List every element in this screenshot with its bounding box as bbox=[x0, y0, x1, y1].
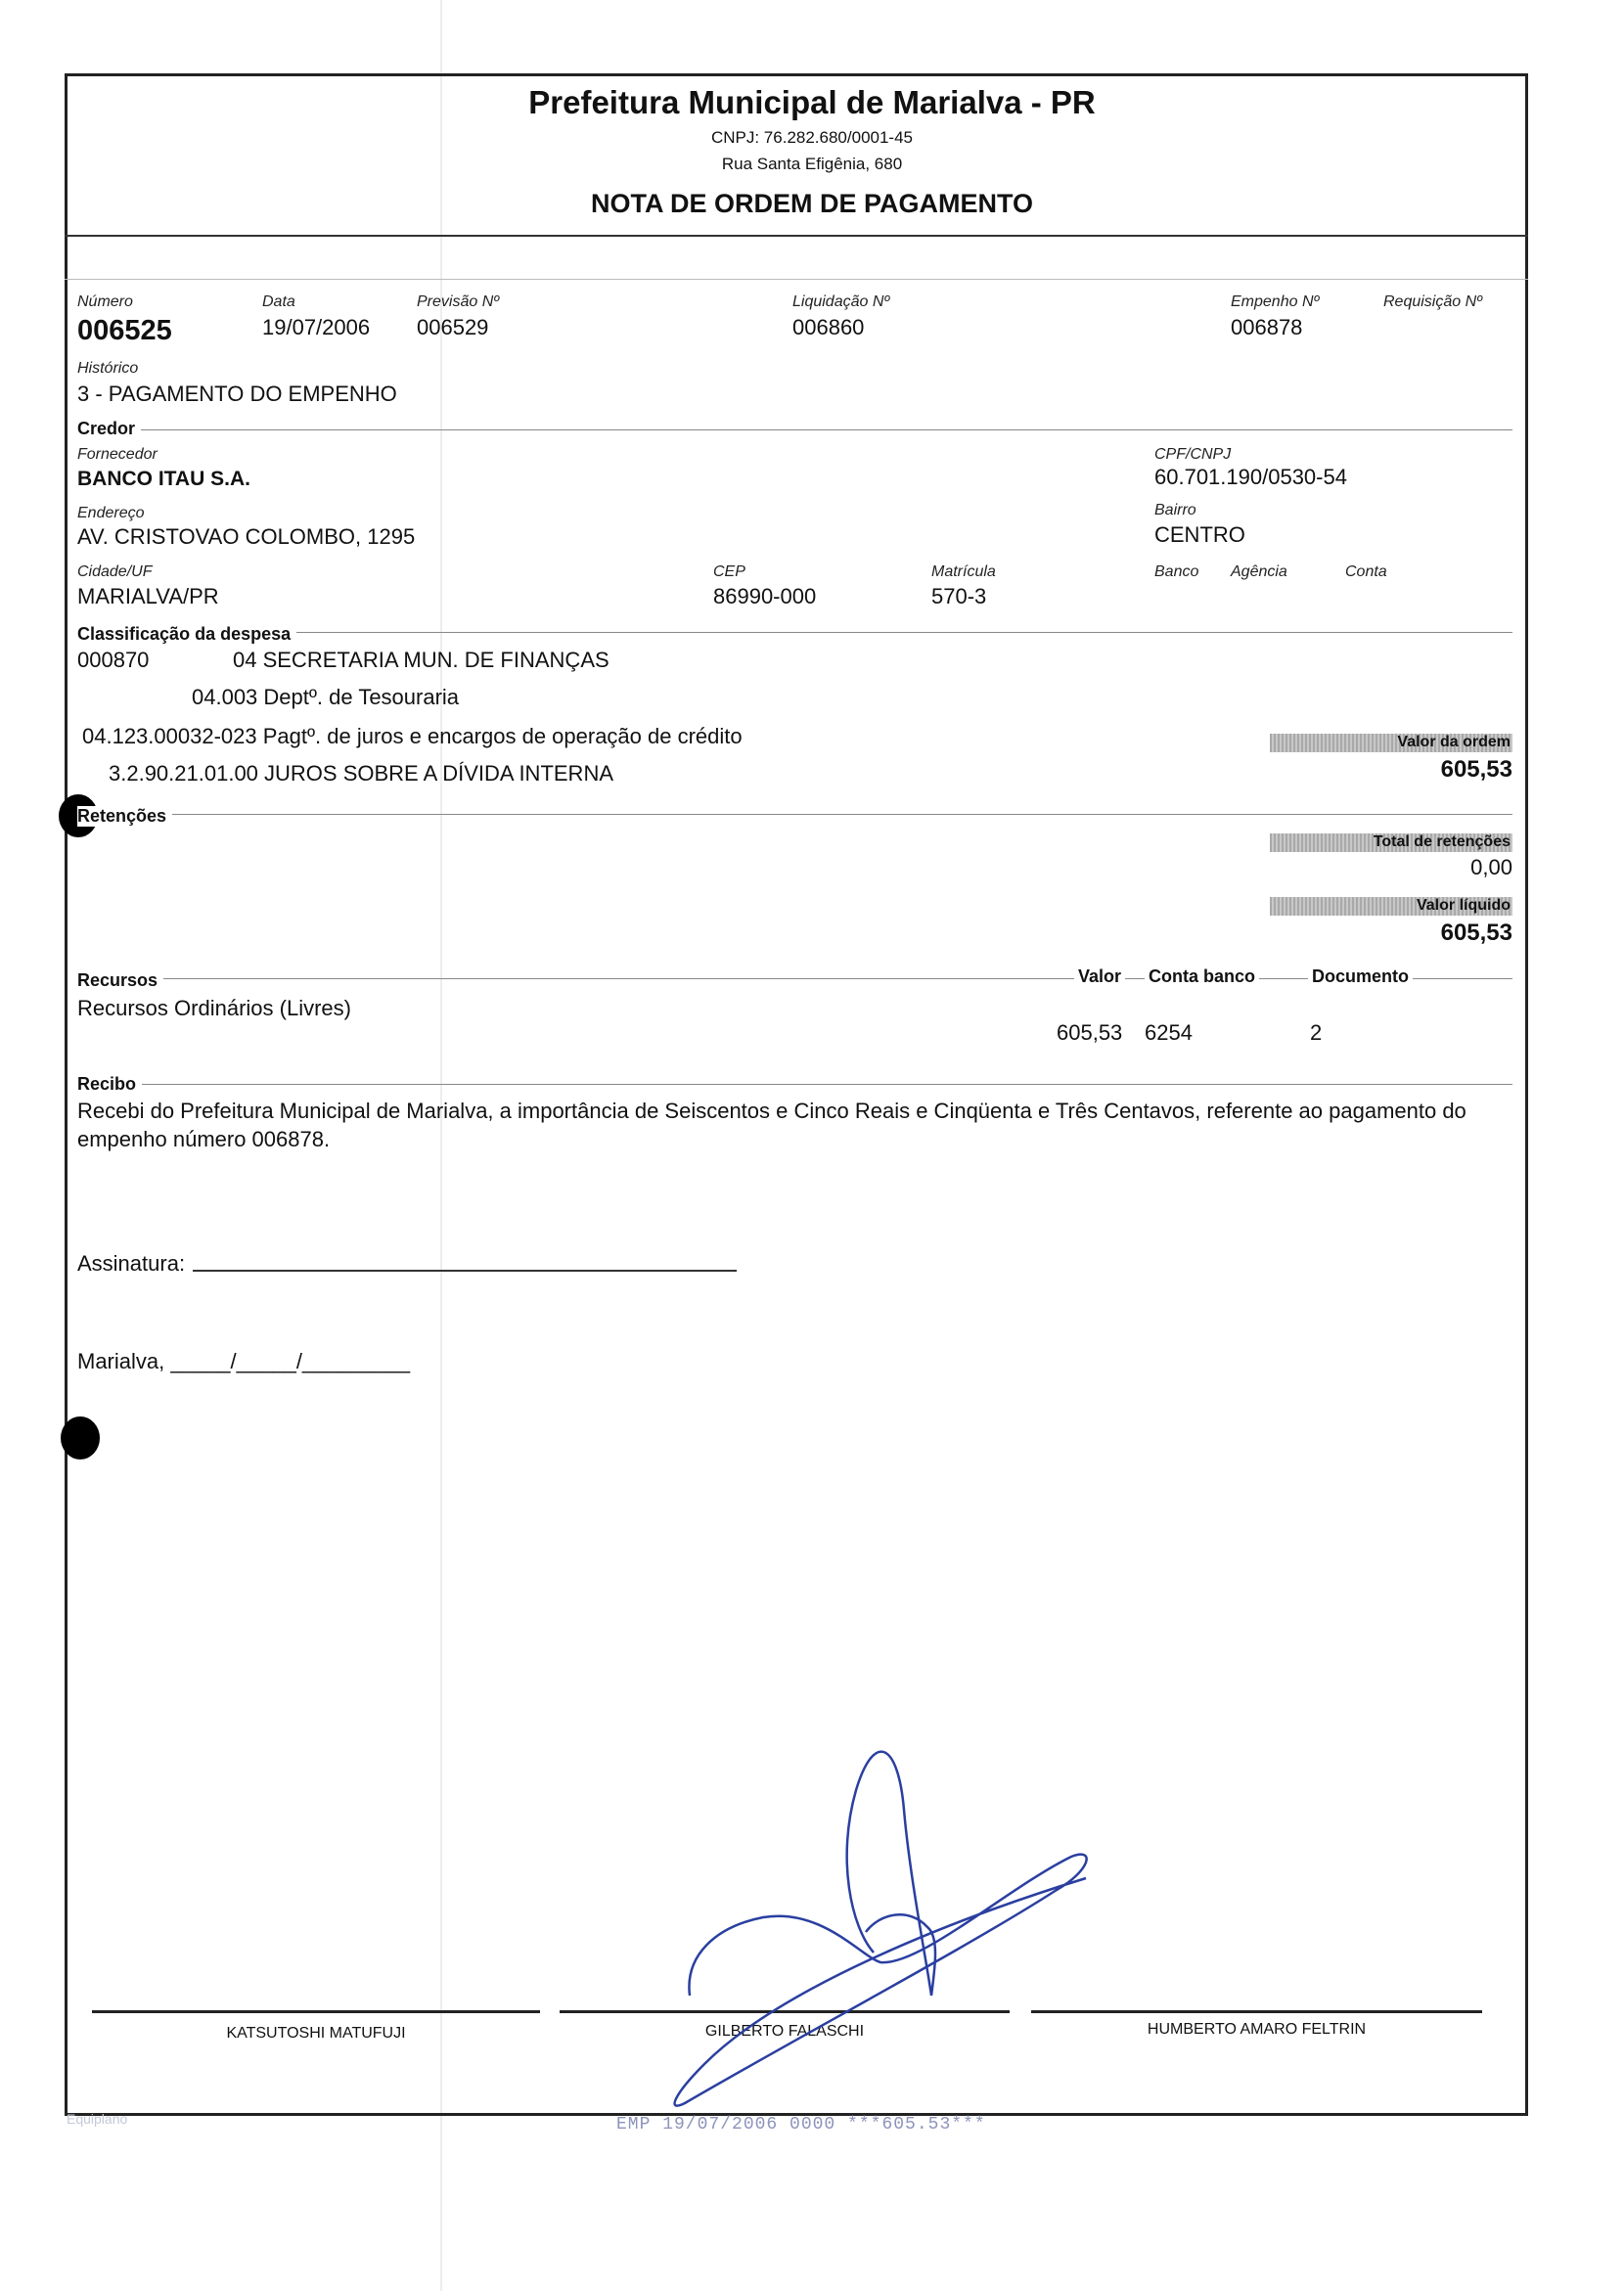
local-data: Marialva, _____/_____/_________ bbox=[77, 1349, 411, 1373]
recursos-conta: 6254 bbox=[1145, 1020, 1193, 1045]
signatory-2: GILBERTO FALASCHI bbox=[704, 2023, 865, 2040]
valor-ordem-value: 605,53 bbox=[1440, 756, 1512, 783]
retencoes-label: Total de retenções bbox=[1373, 833, 1511, 850]
recibo-text-line2: empenho número 006878. bbox=[77, 1127, 331, 1151]
protocol-stamp: EMP 19/07/2006 0000 ***605.53*** bbox=[616, 2115, 986, 2134]
credor-section-title: Credor bbox=[77, 419, 141, 439]
cep-label: CEP bbox=[713, 563, 745, 580]
bairro-label: Bairro bbox=[1154, 502, 1196, 518]
page-title: Prefeitura Municipal de Marialva - PR bbox=[528, 84, 1096, 120]
conta-label: Conta bbox=[1345, 563, 1387, 580]
doc-title: NOTA DE ORDEM DE PAGAMENTO bbox=[590, 189, 1033, 218]
valor-ordem-label: Valor da ordem bbox=[1397, 734, 1511, 750]
numero-value: 006525 bbox=[77, 315, 172, 346]
endereco-value: AV. CRISTOVAO COLOMBO, 1295 bbox=[77, 524, 416, 549]
bairro-value: CENTRO bbox=[1154, 522, 1245, 547]
cpf-value: 60.701.190/0530-54 bbox=[1154, 465, 1347, 489]
liquidacao-value: 006860 bbox=[792, 315, 865, 339]
classificacao-line2: 04.003 Deptº. de Tesouraria bbox=[192, 685, 460, 709]
classificacao-section-title: Classificação da despesa bbox=[77, 624, 296, 645]
classificacao-line1: 04 SECRETARIA MUN. DE FINANÇAS bbox=[233, 648, 609, 672]
classificacao-line3: 04.123.00032-023 Pagtº. de juros e encargos de operação de crédito bbox=[82, 724, 743, 748]
fornecedor-value: BANCO ITAU S.A. bbox=[77, 468, 250, 490]
recursos-conta-header: Conta banco bbox=[1145, 966, 1259, 987]
fornecedor-label: Fornecedor bbox=[77, 446, 158, 463]
empenho-label: Empenho Nº bbox=[1231, 293, 1320, 310]
recursos-descricao: Recursos Ordinários (Livres) bbox=[77, 996, 351, 1020]
historico-value: 3 - PAGAMENTO DO EMPENHO bbox=[77, 382, 397, 406]
cnpj-text: CNPJ: 76.282.680/0001-45 bbox=[710, 128, 914, 147]
recursos-valor: 605,53 bbox=[1057, 1020, 1123, 1045]
cidade-value: MARIALVA/PR bbox=[77, 584, 219, 608]
recursos-documento: 2 bbox=[1310, 1020, 1323, 1045]
punch-hole-bottom bbox=[61, 1416, 100, 1460]
data-value: 19/07/2006 bbox=[262, 315, 371, 339]
data-label: Data bbox=[262, 293, 295, 310]
previsao-value: 006529 bbox=[417, 315, 489, 339]
recibo-section-title: Recibo bbox=[77, 1074, 142, 1095]
signatory-1: KATSUTOSHI MATUFUJI bbox=[226, 2025, 406, 2042]
endereco-label: Endereço bbox=[77, 505, 145, 521]
numero-label: Número bbox=[77, 293, 133, 310]
recursos-valor-header: Valor bbox=[1074, 966, 1125, 987]
assinatura-label: Assinatura: bbox=[77, 1251, 186, 1276]
equiplano-text: Equiplano bbox=[67, 2111, 128, 2127]
cpf-label: CPF/CNPJ bbox=[1154, 446, 1232, 463]
matricula-label: Matrícula bbox=[931, 563, 996, 580]
retencoes-section-title: Retenções bbox=[77, 806, 172, 827]
liquidacao-label: Liquidação Nº bbox=[792, 293, 890, 310]
recursos-documento-header: Documento bbox=[1308, 966, 1413, 987]
requisicao-label: Requisição Nº bbox=[1383, 293, 1482, 310]
banco-label: Banco bbox=[1154, 563, 1199, 580]
classificacao-line4: 3.2.90.21.01.00 JUROS SOBRE A DÍVIDA INTERNA bbox=[109, 761, 614, 786]
cep-value: 86990-000 bbox=[713, 584, 817, 608]
address-text: Rua Santa Efigênia, 680 bbox=[721, 155, 903, 173]
empenho-value: 006878 bbox=[1231, 315, 1303, 339]
recibo-text-line1: Recebi do Prefeitura Municipal de Marialva, a importância de Seiscentos e Cinco Reais e Cinqüenta e Três Centavos, referente ao pagamento do bbox=[77, 1099, 1466, 1123]
signatory-3: HUMBERTO AMARO FELTRIN bbox=[1147, 2021, 1367, 2038]
liquido-label: Valor líquido bbox=[1416, 897, 1511, 914]
liquido-value: 605,53 bbox=[1440, 920, 1512, 946]
classificacao-code: 000870 bbox=[77, 648, 150, 672]
cidade-label: Cidade/UF bbox=[77, 563, 153, 580]
matricula-value: 570-3 bbox=[931, 584, 987, 608]
historico-label: Histórico bbox=[77, 360, 139, 377]
previsao-label: Previsão Nº bbox=[417, 293, 500, 310]
agencia-label: Agência bbox=[1231, 563, 1287, 580]
retencoes-value: 0,00 bbox=[1470, 855, 1512, 879]
recursos-section-title: Recursos bbox=[77, 970, 163, 991]
